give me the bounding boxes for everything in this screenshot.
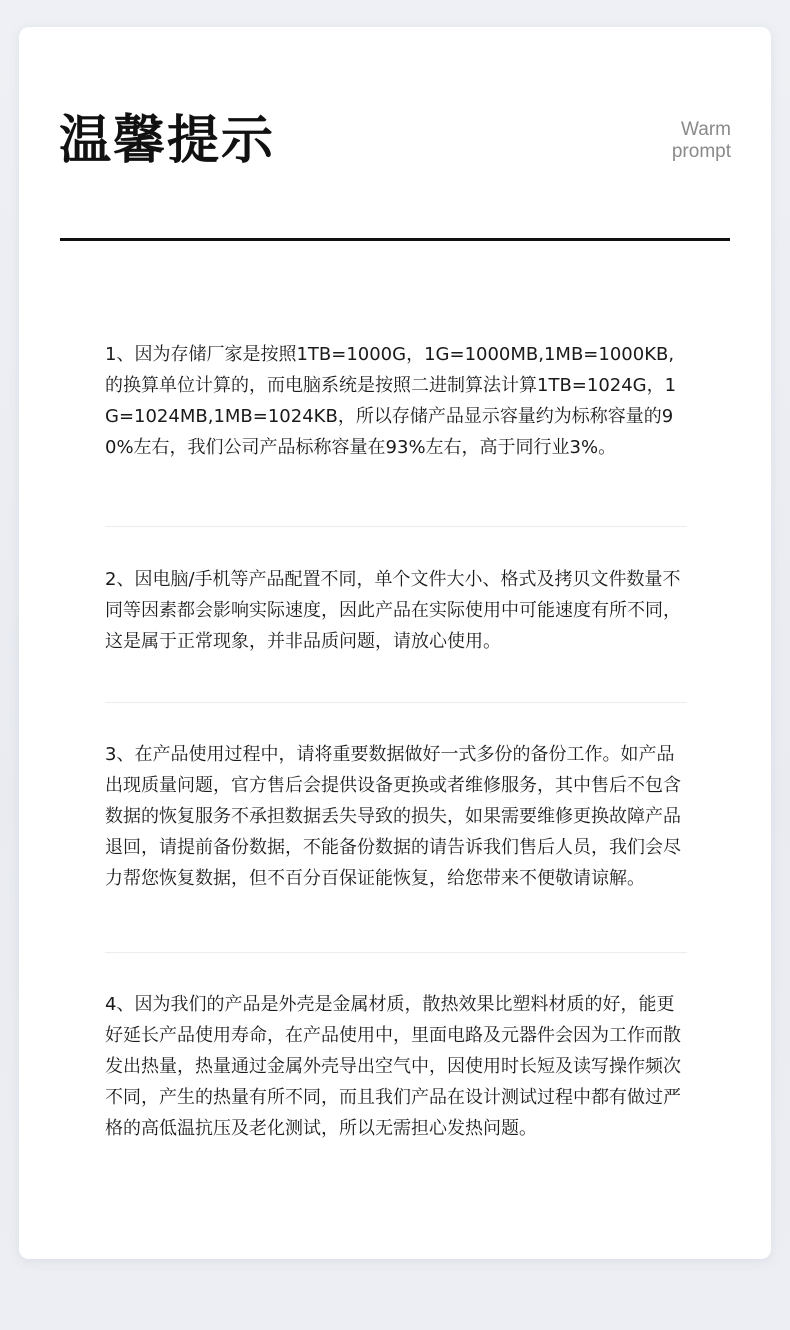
tip-item-2: 2、因电脑/手机等产品配置不同，单个文件大小、格式及拷贝文件数量不同等因素都会影响实际速度，因此产品在实际使用中可能速度有所不同，这是属于正常现象，并非品质问题，请放心使用。 (105, 569, 681, 652)
tip-item-1: 1、因为存储厂家是按照1TB=1000G，1G=1000MB,1MB=1000KB,的换算单位计算的，而电脑系统是按照二进制算法计算1TB=1024G，1G=1024MB,1MB=1024KB，所以存储产品显示容量约为标称容量的90%左右，我们公司产品标称容量在93%左右，高于同行业3%。 (105, 344, 677, 458)
tip-divider (105, 952, 687, 953)
tip-item-4: 4、因为我们的产品是外壳是金属材质，散热效果比塑料材质的好，能更好延长产品使用寿命，在产品使用中，里面电路及元器件会因为工作而散发出热量，热量通过金属外壳导出空气中，因使用时长短及读写操作频次不同，产生的热量有所不同，而且我们产品在设计测试过程中都有做过严格的高低温抗压及老化测试，所以无需担心发热问题。 (105, 994, 681, 1139)
subtitle-line-2: prompt (671, 141, 731, 162)
notice-card (19, 27, 771, 1259)
subtitle-line-1: Warm (681, 119, 731, 140)
tip-item-3: 3、在产品使用过程中，请将重要数据做好一式多份的备份工作。如产品出现质量问题，官方售后会提供设备更换或者维修服务，其中售后不包含数据的恢复服务不承担数据丢失导致的损失，如果需要维修更换故障产品退回，请提前备份数据，不能备份数据的请告诉我们售后人员，我们会尽力帮您恢复数据，但不百分百保证能恢复，给您带来不便敬请谅解。 (105, 744, 681, 889)
tip-divider (105, 526, 687, 527)
page-subtitle (672, 119, 731, 163)
title-rule (60, 238, 730, 241)
page-title: 温馨提示 (59, 111, 276, 171)
tip-divider (105, 702, 687, 703)
